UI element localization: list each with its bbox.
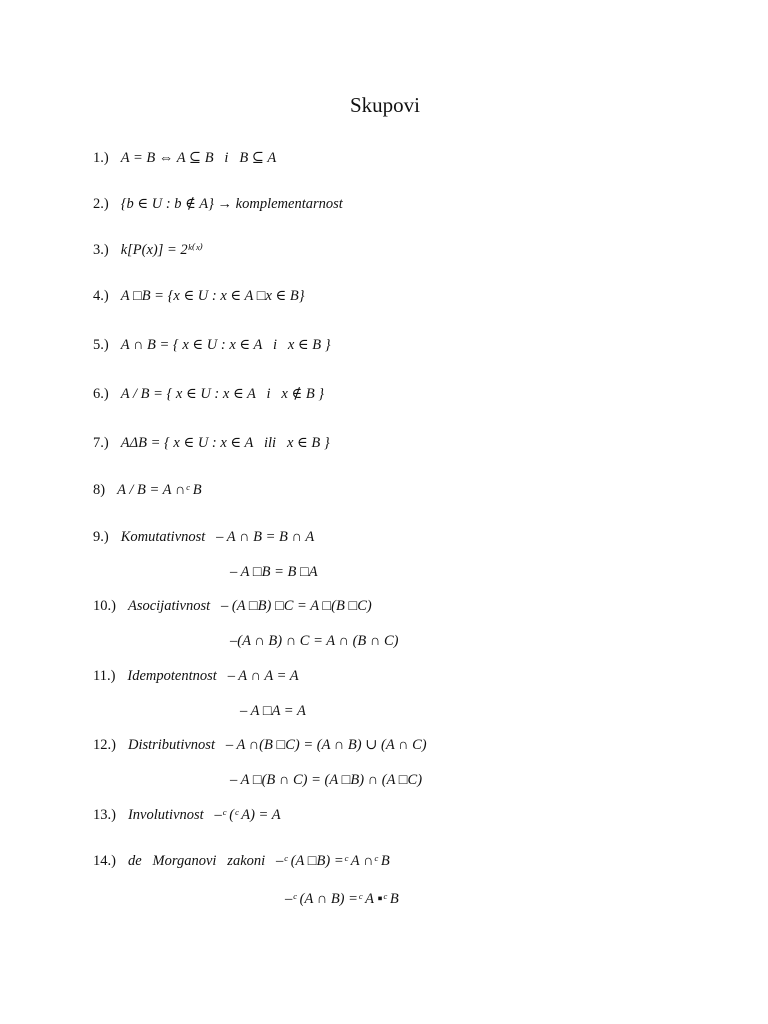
item-number: 10.) (93, 598, 116, 614)
item-number: 13.) (93, 807, 116, 823)
formula: – A □B = B □A (230, 564, 318, 580)
item-number: 14.) (93, 853, 116, 869)
formula: – A □A = A (240, 703, 306, 719)
formula-line (240, 701, 306, 721)
item-number: 3.) (93, 242, 109, 258)
formula: A □B = {x ∈ U : x ∈ A □x ∈ B} (120, 288, 305, 304)
formula: de Morganovi zakoni –ᶜ (A □B) =ᶜ A ∩ᶜ B (127, 853, 390, 869)
formula: A / B = A ∩ᶜ B (117, 482, 202, 498)
formula-line (93, 286, 305, 306)
formula-line (230, 631, 398, 651)
formula-line (93, 666, 299, 686)
formula-line (93, 527, 314, 547)
formula-line (93, 148, 276, 168)
formula-line (285, 889, 399, 909)
item-number: 6.) (93, 386, 109, 402)
formula: Idempotentnost – A ∩ A = A (127, 668, 299, 684)
formula-line (93, 596, 372, 616)
formula-line (93, 194, 343, 214)
item-number: 8) (93, 482, 106, 498)
formula: Asocijativnost – (A □B) □C = A □(B □C) (127, 598, 372, 614)
formula: A = B ⇔ A ⊆ B i B ⊆ A (120, 150, 277, 166)
formula: –(A ∩ B) ∩ C = A ∩ (B ∩ C) (230, 633, 399, 649)
formula: Involutivnost –ᶜ (ᶜ A) = A (127, 807, 281, 823)
formula: k[P(x)] = 2ᵏ⁽ˣ⁾ (120, 242, 203, 258)
item-number: 4.) (93, 288, 109, 304)
formula-line (93, 384, 324, 404)
formula: Distributivnost – A ∩(B □C) = (A ∩ B) ∪ (A ∩ C) (127, 737, 427, 753)
formula-line (93, 433, 330, 453)
formula-line (93, 240, 203, 260)
formula: Komutativnost – A ∩ B = B ∩ A (120, 529, 315, 545)
formula-line (93, 735, 427, 755)
item-number: 2.) (93, 196, 109, 212)
item-number: 1.) (93, 150, 109, 166)
formula-line (230, 562, 318, 582)
formula: {b ∈ U : b ∉ A} → komplementarnost (120, 196, 343, 212)
formula: A / B = { x ∈ U : x ∈ A i x ∉ B } (120, 386, 325, 402)
item-number: 5.) (93, 337, 109, 353)
page-title: Skupovi (349, 93, 420, 117)
item-number: 7.) (93, 435, 109, 451)
formula-line (93, 335, 331, 355)
formula: AΔB = { x ∈ U : x ∈ A ili x ∈ B } (120, 435, 330, 451)
formula-line (93, 480, 202, 500)
formula: –ᶜ (A ∩ B) =ᶜ A ▪ᶜ B (285, 891, 399, 907)
item-number: 12.) (93, 737, 116, 753)
formula-line (230, 770, 422, 790)
formula: – A □(B ∩ C) = (A □B) ∩ (A □C) (230, 772, 423, 788)
item-number: 11.) (93, 668, 116, 684)
item-number: 9.) (93, 529, 109, 545)
formula-line (93, 851, 390, 871)
formula-line (93, 805, 281, 825)
formula: A ∩ B = { x ∈ U : x ∈ A i x ∈ B } (120, 337, 331, 353)
